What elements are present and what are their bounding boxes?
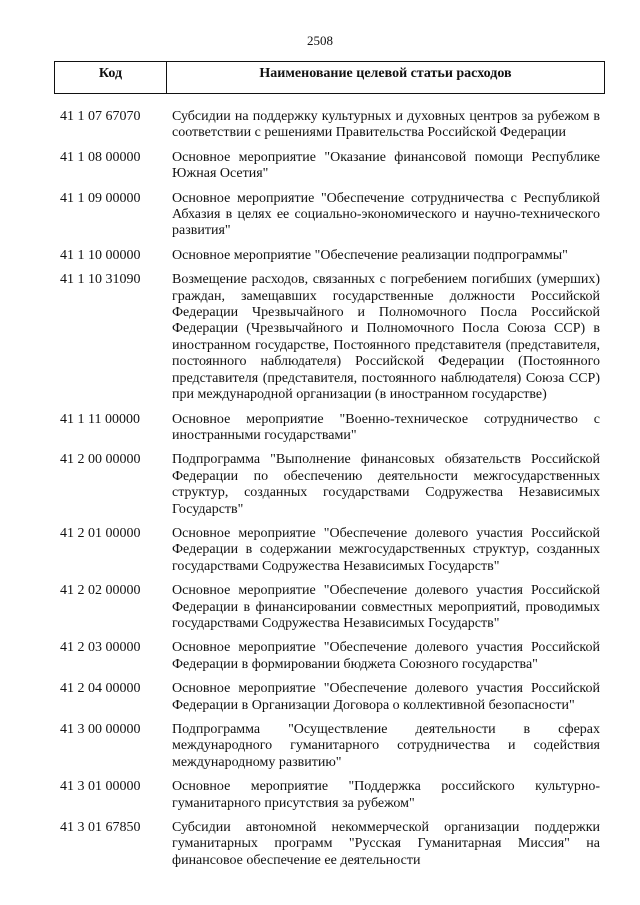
row-text: Основное мероприятие "Обеспечение долевого участия Российской Федерации в содержании межгосударственных структур, созданных государствами Содружества Независимых Государств" [172,525,600,574]
row-code: 41 3 01 67850 [60,820,141,836]
table-row [60,248,600,264]
row-text: Субсидии автономной некоммерческой организации поддержки гуманитарных программ "Русская Гуманитарная Миссия" на финансовое обеспечение ее деятельности [172,820,600,868]
table-row [60,722,600,771]
table-row [60,779,600,812]
row-text: Основное мероприятие "Обеспечение долевого участия Российской Федерации в финансировании совместных мероприятий, проводимых государствами Содружества Независимых Государств" [172,583,600,631]
table-header [54,61,605,94]
row-text: Основное мероприятие "Обеспечение долевого участия Российской Федерации в формировании бюджета Союзного государства" [172,640,600,672]
table-row [60,681,600,714]
table-row [60,820,600,869]
header-code: Код [55,62,167,93]
row-code: 41 2 02 00000 [60,583,141,599]
table-row [60,526,600,575]
row-text: Основное мероприятие "Обеспечение долевого участия Российской Федерации в Организации Договора о коллективной безопасности" [172,681,600,713]
row-code: 41 1 10 31090 [60,272,141,288]
row-text: Основное мероприятие "Военно-техническое сотрудничество с иностранными государствами" [172,411,600,443]
row-text: Основное мероприятие "Обеспечение сотрудничества с Республикой Абхазия в целях ее социально-экономического и научно-технического развития" [172,190,600,239]
table-row [60,412,600,445]
row-code: 41 2 00 00000 [60,452,141,468]
table-row [60,452,600,518]
row-code: 41 1 09 00000 [60,190,141,206]
header-name: Наименование целевой статьи расходов [259,66,512,81]
row-text: Возмещение расходов, связанных с погребением погибших (умерших) граждан, замещавших государственные должности Российской Федерации Чрезвычайного и Полномочного Посла Российской Федерации (Чрезвычайного и Полномочного Посла Союза ССР) в иностранном государстве, Постоянного представителя (представителя, постоянного наблюдателя) Российской Федерации (Постоянного представителя (представителя, постоянного наблюдателя) Союза ССР) при международной организации (в иностранном государстве) [172,272,600,403]
row-code: 41 1 07 67070 [60,109,141,124]
row-code: 41 2 03 00000 [60,640,141,656]
row-text: Подпрограмма "Выполнение финансовых обязательств Российской Федерации по обеспечению деятельности межгосударственных структур, созданных государствами Содружества Независимых Государств" [172,452,600,517]
table-row [60,150,600,183]
row-text: Основное мероприятие "Обеспечение реализации подпрограммы" [172,247,568,263]
row-code: 41 1 10 00000 [60,247,141,263]
page-number: 2508 [307,33,333,48]
row-text: Основное мероприятие "Оказание финансовой помощи Республике Южная Осетия" [172,149,600,182]
row-code: 41 3 00 00000 [60,722,141,737]
row-text: Подпрограмма "Осуществление деятельности в сферах международного гуманитарного сотрудничества и содействия международному развитию" [172,722,600,770]
table-row [60,583,600,632]
row-code: 41 2 04 00000 [60,681,141,697]
row-code: 41 1 11 00000 [60,411,140,427]
row-code: 41 2 01 00000 [60,525,141,541]
row-code: 41 1 08 00000 [60,149,141,165]
table-row [60,272,600,403]
row-text: Субсидии на поддержку культурных и духовных центров за рубежом в соответствии с решениями Правительства Российской Федерации [172,109,600,141]
table-row [60,640,600,673]
table-row [60,109,600,142]
row-text: Основное мероприятие "Поддержка российского культурно-гуманитарного присутствия за рубежом" [172,779,600,811]
table-row [60,191,600,240]
expense-items-list [60,109,600,877]
row-code: 41 3 01 00000 [60,779,141,795]
